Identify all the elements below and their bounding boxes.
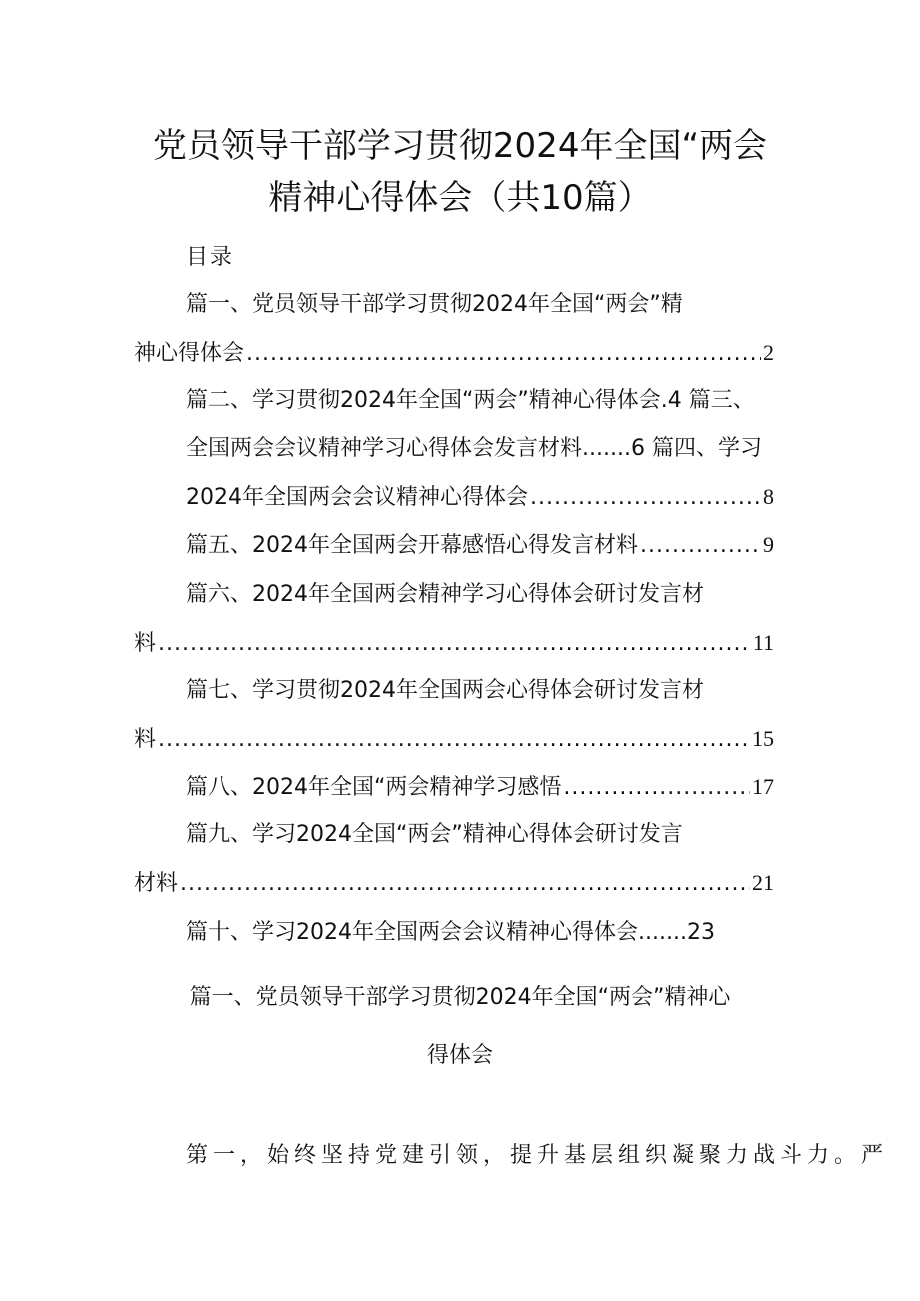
- toc-entry-3-line: 全国两会会议精神学习心得体会发言材料.......6 篇四、学习: [186, 436, 762, 461]
- toc-entry-1-line-2: [134, 338, 774, 369]
- toc-page-number: 8: [763, 484, 774, 509]
- section-heading-line-2: 得体会: [426, 1043, 493, 1068]
- toc-entry-7-line-2: [134, 724, 774, 755]
- toc-page-number: 2: [763, 340, 774, 365]
- toc-entry-text: 神心得体会: [134, 341, 245, 366]
- toc-entry-6-line-2: [134, 628, 774, 659]
- section-heading-line-1: 篇一、党员领导干部学习贯彻2024年全国“两会”精神心: [189, 985, 731, 1010]
- toc-entry-4-line-2: [186, 482, 774, 513]
- toc-leader-dots: [246, 339, 761, 369]
- toc-page-number: 17: [752, 774, 774, 799]
- toc-entry-1-line-1: 篇一、党员领导干部学习贯彻2024年全国“两会”精: [186, 292, 683, 317]
- toc-entry-text: 2024年全国两会会议精神心得体会: [186, 485, 528, 510]
- toc-entry-5: [186, 530, 774, 561]
- toc-page-number: 15: [752, 726, 774, 751]
- toc-entry-6-line-1: 篇六、2024年全国两会精神学习心得体会研讨发言材: [186, 582, 704, 607]
- toc-leader-dots: [530, 483, 761, 513]
- toc-entry-text: 料: [134, 727, 157, 752]
- document-title-line-1: 党员领导干部学习贯彻2024年全国“两会: [152, 126, 768, 166]
- toc-label: 目录: [186, 245, 235, 270]
- body-paragraph: 第一，始终坚持党建引领，提升基层组织凝聚力战斗力。严: [186, 1143, 889, 1168]
- toc-entry-text: 料: [134, 631, 157, 656]
- toc-leader-dots: [563, 773, 750, 803]
- toc-entry-7-line-1: 篇七、学习贯彻2024年全国两会心得体会研讨发言材: [186, 678, 704, 703]
- toc-entry-text: 材料: [134, 871, 179, 896]
- toc-entry-8: [186, 772, 774, 803]
- toc-leader-dots: [180, 869, 750, 899]
- toc-page-number: 21: [752, 870, 774, 895]
- document-title-line-2: 精神心得体会（共10篇）: [268, 178, 652, 218]
- toc-entry-10: 篇十、学习2024年全国两会会议精神心得体会.......23: [186, 920, 715, 945]
- toc-leader-dots: [158, 725, 750, 755]
- toc-leader-dots: [640, 531, 761, 561]
- toc-page-number: 9: [763, 532, 774, 557]
- toc-entry-text: 篇八、2024年全国“两会精神学习感悟: [186, 775, 562, 800]
- toc-entry-2-line: 篇二、学习贯彻2024年全国“两会”精神心得体会.4 篇三、: [186, 388, 755, 413]
- toc-entry-9-line-2: [134, 868, 774, 899]
- toc-page-number: 11: [752, 630, 774, 655]
- toc-entry-9-line-1: 篇九、学习2024全国“两会”精神心得体会研讨发言: [186, 822, 683, 847]
- toc-leader-dots: [158, 629, 751, 659]
- toc-entry-text: 篇五、2024年全国两会开幕感悟心得发言材料: [186, 533, 638, 558]
